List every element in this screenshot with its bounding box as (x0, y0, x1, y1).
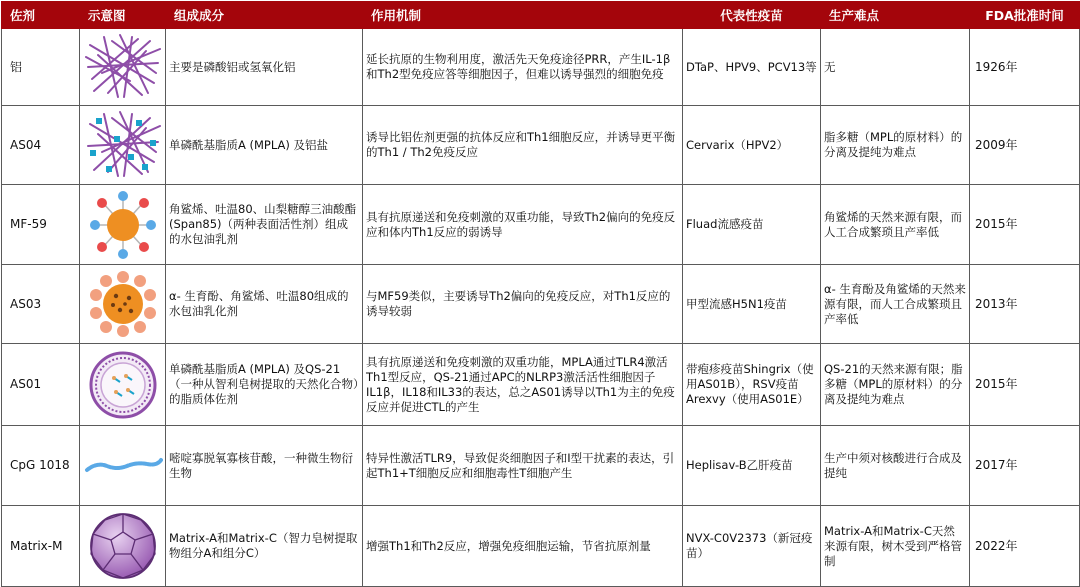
composition-cell: 嘧啶寡脱氧寡核苷酸，一种微生物衍生物 (166, 426, 363, 506)
diagram-cell (80, 344, 166, 426)
vaccines-cell: 甲型流感H5N1疫苗 (683, 265, 821, 344)
adjuvant-name: MF-59 (2, 185, 80, 265)
fda-year-cell: 1926年 (970, 29, 1080, 106)
fda-year-cell: 2013年 (970, 265, 1080, 344)
difficulty-cell: QS-21的天然来源有限；脂多糖（MPL的原材料）的分离及提纯为难点 (821, 344, 970, 426)
difficulty-cell: 生产中须对核酸进行合成及提纯 (821, 426, 970, 506)
aluminum-fiber-diagram-icon (84, 33, 162, 101)
diagram-cell (80, 506, 166, 587)
dna-strand-diagram-icon (83, 446, 163, 486)
adjuvant-name: Matrix-M (2, 506, 80, 587)
table-row (2, 29, 1080, 106)
vaccines-cell: Heplisav-B乙肝疫苗 (683, 426, 821, 506)
mechanism-cell: 具有抗原递送和免疫刺激的双重功能，MPLA通过TLR4激活Th1型反应，QS-21通过APC的NLRP3激活活性细胞因子IL1β，IL18和IL33的表达，总之AS01诱导以Th1为主的免疫反应并促进CTL的产生 (363, 344, 683, 426)
header-diagram: 示意图 (80, 2, 166, 29)
fda-year-cell: 2009年 (970, 106, 1080, 185)
diagram-cell (80, 426, 166, 506)
table-row (2, 185, 1080, 265)
header-row (2, 2, 1080, 29)
vaccines-cell: 带疱疹疫苗Shingrix（使用AS01B），RSV疫苗Arexvy（使用AS01E） (683, 344, 821, 426)
vaccines-cell: DTaP、HPV9、PCV13等 (683, 29, 821, 106)
diagram-cell (80, 265, 166, 344)
composition-cell: α- 生育酚、角鲨烯、吐温80组成的水包油乳化剂 (166, 265, 363, 344)
table-row (2, 106, 1080, 185)
vaccines-cell: Cervarix（HPV2） (683, 106, 821, 185)
table-row (2, 344, 1080, 426)
header-vaccines: 代表性疫苗 (683, 2, 821, 29)
emulsion-tocopherol-diagram-icon (85, 268, 161, 340)
composition-cell: 单磷酰基脂质A (MPLA) 及QS-21（一种从智利皂树提取的天然化合物）的脂质体佐剂 (166, 344, 363, 426)
table-row (2, 426, 1080, 506)
difficulty-cell: 无 (821, 29, 970, 106)
diagram-cell (80, 29, 166, 106)
header-difficulty: 生产难点 (821, 2, 970, 29)
mechanism-cell: 诱导比铝佐剂更强的抗体反应和Th1细胞反应，并诱导更平衡的Th1 / Th2免疫反应 (363, 106, 683, 185)
adjuvant-name: AS03 (2, 265, 80, 344)
fda-year-cell: 2022年 (970, 506, 1080, 587)
adjuvant-name: CpG 1018 (2, 426, 80, 506)
vaccines-cell: NVX-C0V2373（新冠疫苗） (683, 506, 821, 587)
composition-cell: 主要是磷酸铝或氢氧化铝 (166, 29, 363, 106)
table-row (2, 265, 1080, 344)
diagram-cell (80, 106, 166, 185)
difficulty-cell: 角鲨烯的天然来源有限，而人工合成繁琐且产率低 (821, 185, 970, 265)
adjuvant-table (1, 1, 1080, 587)
diagram-cell (80, 185, 166, 265)
liposome-diagram-icon (84, 348, 162, 422)
adjuvant-name: 铝 (2, 29, 80, 106)
mechanism-cell: 延长抗原的生物利用度，激活先天免疫途径PRR，产生IL-1β和Th2型免疫应答等细胞因子，但难以诱导强烈的细胞免疫 (363, 29, 683, 106)
difficulty-cell: 脂多糖（MPL的原材料）的分离及提纯为难点 (821, 106, 970, 185)
table-row (2, 506, 1080, 587)
mechanism-cell: 具有抗原递送和免疫刺激的双重功能，导致Th2偏向的免疫反应和体内Th1反应的弱诱导 (363, 185, 683, 265)
header-fda-year: FDA批准时间 (970, 2, 1080, 29)
header-mechanism: 作用机制 (363, 2, 683, 29)
vaccines-cell: Fluad流感疫苗 (683, 185, 821, 265)
as04-fiber-mpla-diagram-icon (84, 110, 162, 180)
adjuvant-name: AS04 (2, 106, 80, 185)
mechanism-cell: 增强Th1和Th2反应，增强免疫细胞运输，节省抗原剂量 (363, 506, 683, 587)
cage-nanoparticle-diagram-icon (85, 510, 161, 582)
mechanism-cell: 与MF59类似，主要诱导Th2偏向的免疫反应，对Th1反应的诱导较弱 (363, 265, 683, 344)
composition-cell: Matrix-A和Matrix-C（智力皂树提取物组分A和组分C） (166, 506, 363, 587)
header-composition: 组成成分 (166, 2, 363, 29)
fda-year-cell: 2017年 (970, 426, 1080, 506)
composition-cell: 单磷酰基脂质A (MPLA) 及铝盐 (166, 106, 363, 185)
difficulty-cell: α- 生育酚及角鲨烯的天然来源有限，而人工合成繁琐且产率低 (821, 265, 970, 344)
mechanism-cell: 特异性激活TLR9，导致促炎细胞因子和I型干扰素的表达，引起Th1+T细胞反应和细胞毒性T细胞产生 (363, 426, 683, 506)
difficulty-cell: Matrix-A和Matrix-C天然来源有限，树木受到严格管制 (821, 506, 970, 587)
emulsion-droplet-diagram-icon (85, 189, 161, 261)
header-adjuvant: 佐剂 (2, 2, 80, 29)
fda-year-cell: 2015年 (970, 344, 1080, 426)
composition-cell: 角鲨烯、吐温80、山梨糖醇三油酸酯(Span85)（两种表面活性剂）组成的水包油乳剂 (166, 185, 363, 265)
fda-year-cell: 2015年 (970, 185, 1080, 265)
adjuvant-name: AS01 (2, 344, 80, 426)
